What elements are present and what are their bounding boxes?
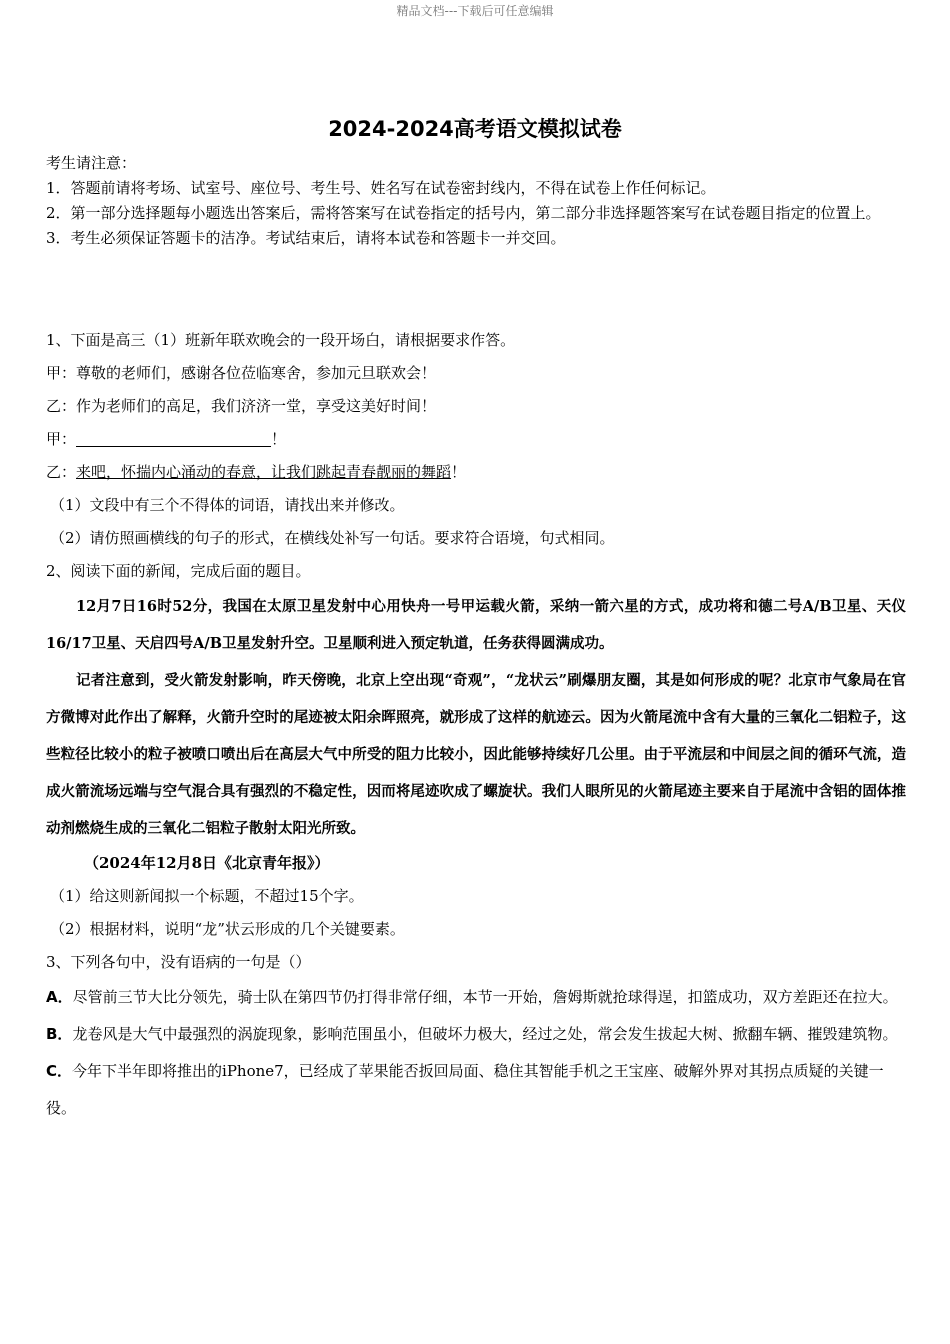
option-text: 今年下半年即将推出的iPhone7，已经成了苹果能否扳回局面、稳住其智能手机之王宝座、破解外界对其拐点质疑的关键一役。 [46, 1062, 884, 1117]
notice-item: 1．答题前请将考场、试室号、座位号、考生号、姓名写在试卷密封线内，不得在试卷上作任何标记。 [46, 179, 716, 197]
punctuation: ！ [271, 430, 287, 448]
news-article [46, 588, 906, 847]
option-letter: C． [46, 1062, 73, 1080]
option-a[interactable] [46, 979, 906, 1016]
watermark: 精品文档---下载后可任意编辑 [396, 4, 554, 18]
option-text: 尽管前三节大比分领先，骑士队在第四节仍打得非常仔细，本节一开始，詹姆斯就抢球得逞，扣篮成功，双方差距还在拉大。 [72, 988, 898, 1006]
news-source: （2024年12月8日《北京青年报》） [84, 854, 330, 872]
q1-stem: 1、下面是高三（1）班新年联欢晚会的一段开场白，请根据要求作答。 [46, 331, 516, 349]
option-letter: A． [46, 988, 73, 1006]
notice-item: 3．考生必须保证答题卡的洁净。考试结束后，请将本试卷和答题卡一并交回。 [46, 229, 566, 247]
page-title: 2024-2024高考语文模拟试卷 [328, 117, 622, 141]
notice-heading: 考生请注意： [46, 154, 137, 172]
q1-subquestion: （1）文段中有三个不得体的词语，请找出来并修改。 [50, 496, 405, 514]
q2-subquestion: （1）给这则新闻拟一个标题，不超过15个字。 [50, 887, 364, 905]
answer-blank[interactable] [76, 428, 271, 447]
q1-line-blank [46, 423, 906, 456]
q3-stem: 3、下列各句中，没有语病的一句是（） [46, 953, 311, 971]
q2-stem: 2、阅读下面的新闻，完成后面的题目。 [46, 562, 311, 580]
q1-line: 乙：作为老师们的高足，我们济济一堂，享受这美好时间！ [46, 397, 437, 415]
option-c[interactable] [46, 1053, 906, 1127]
option-text: 龙卷风是大气中最强烈的涡旋现象，影响范围虽小，但破坏力极大，经过之处，常会发生拔起大树、掀翻车辆、摧毁建筑物。 [72, 1025, 898, 1043]
q1-line-underlined [46, 456, 906, 489]
option-b[interactable] [46, 1016, 906, 1053]
q1-line: 甲：尊敬的老师们，感谢各位莅临寒舍，参加元旦联欢会！ [46, 364, 437, 382]
questions [46, 324, 906, 1127]
punctuation: ！ [451, 463, 467, 481]
option-letter: B． [46, 1025, 73, 1043]
news-paragraph: 记者注意到，受火箭发射影响，昨天傍晚，北京上空出现“奇观”，“龙状云”刷爆朋友圈，其是如何形成的呢？北京市气象局在官方微博对此作出了解释，火箭升空时的尾迹被太阳余晖照亮，就形成了这样的航迹云。因为火箭尾流中含有大量的三氧化二铝粒子，这些粒径比较小的粒子被喷口喷出后在高层大气中所受的阻力比较小，因此能够持续好几公里。由于平流层和中间层之间的循环气流，造成火箭流场远端与空气混合具有强烈的不稳定性，因而将尾迹吹成了螺旋状。我们人眼所见的火箭尾迹主要来自于尾流中含铝的固体推动剂燃烧生成的三氧化二铝粒子散射太阳光所致。 [46, 672, 906, 837]
notice-item: 2．第一部分选择题每小题选出答案后，需将答案写在试卷指定的括号内，第二部分非选择题答案写在试卷题目指定的位置上。 [46, 204, 881, 222]
news-paragraph: 12月7日16时52分，我国在太原卫星发射中心用快舟一号甲运载火箭，采纳一箭六星的方式，成功将和德二号A/B卫星、天仪16/17卫星、天启四号A/B卫星发射升空。卫星顺利进入预定轨道，任务获得圆满成功。 [46, 598, 906, 652]
underlined-sentence: 来吧，怀揣内心涌动的春意，让我们跳起青春靓丽的舞蹈 [76, 463, 452, 481]
notice-section [46, 151, 906, 251]
speaker-label: 乙： [46, 463, 77, 481]
q2-subquestion: （2）根据材料，说明“龙”状云形成的几个关键要素。 [50, 920, 405, 938]
q1-subquestion: （2）请仿照画横线的句子的形式，在横线处补写一句话。要求符合语境，句式相同。 [50, 529, 615, 547]
speaker-label: 甲： [46, 430, 77, 448]
